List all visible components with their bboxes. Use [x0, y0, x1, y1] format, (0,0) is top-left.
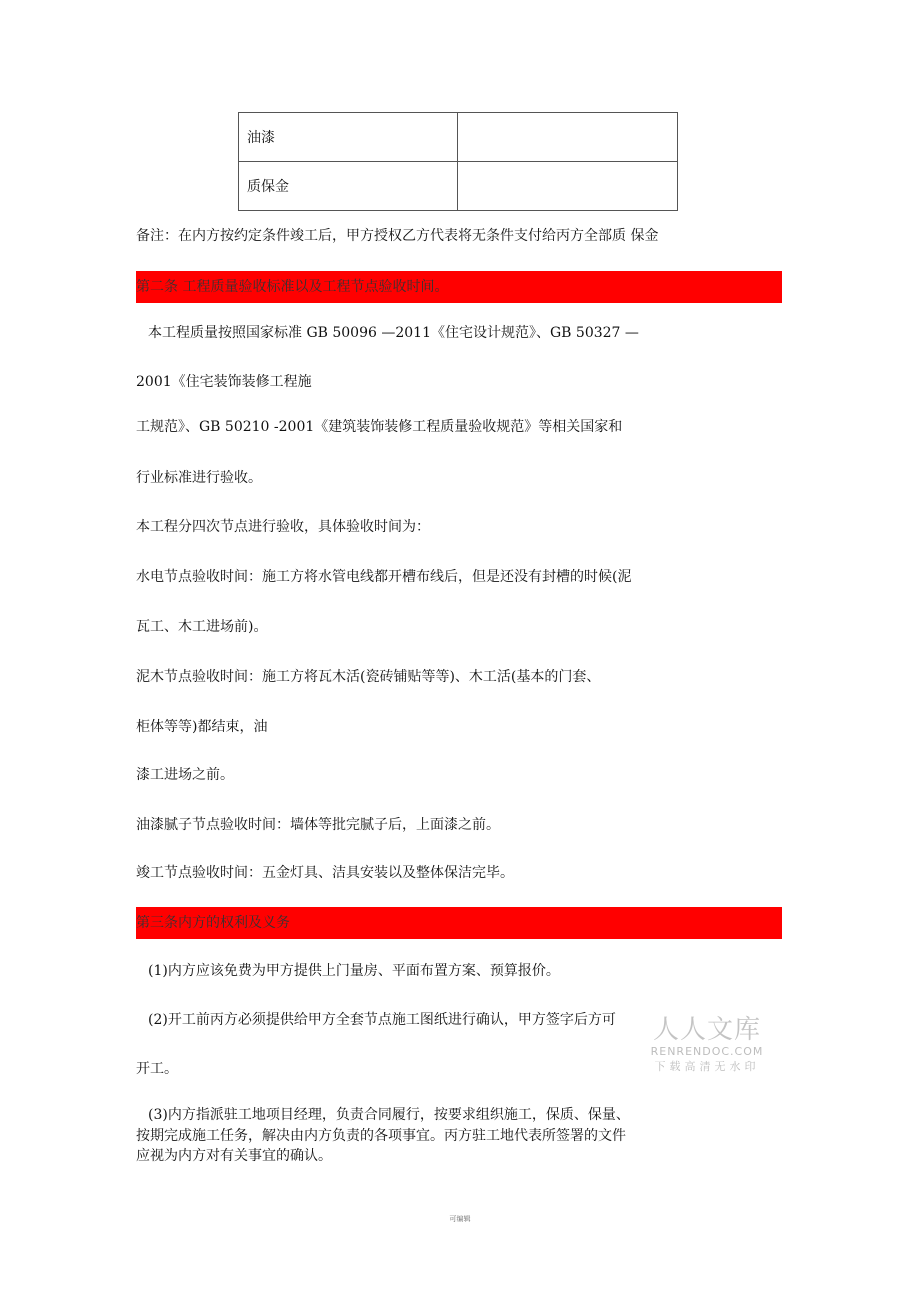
paragraph-line: 开工。 [136, 1061, 178, 1077]
remark-note: 备注：在内方按约定条件竣工后，甲方授权乙方代表将无条件支付给丙方全部质 保金 [136, 228, 659, 244]
watermark-chinese: 人人文库 [652, 1015, 761, 1045]
watermark-domain: RENRENDOC.COM [650, 1045, 764, 1058]
paragraph-line: 柜体等等)都结束，油 [136, 719, 268, 735]
paragraph-line: 行业标准进行验收。 [136, 470, 262, 486]
section-2-heading: 第二条 工程质量验收标准以及工程节点验收时间。 [136, 271, 782, 303]
paragraph-line: 漆工进场之前。 [136, 767, 234, 783]
paragraph-line: (1)内方应该免费为甲方提供上门量房、平面布置方案、预算报价。 [148, 963, 560, 979]
paragraph-line: 本工程质量按照国家标准 GB 50096 —2011《住宅设计规范》、GB 50327 — [148, 325, 639, 341]
page-footer: 可编辑 [449, 1215, 471, 1223]
paragraph-line: 工规范》、GB 50210 -2001《建筑装饰装修工程质量验收规范》等相关国家和 [136, 419, 623, 435]
table-cell-value [458, 162, 678, 211]
paragraph-line: 泥木节点验收时间：施工方将瓦木活(瓷砖铺贴等等)、木工活(基本的门套、 [136, 669, 601, 685]
paragraph-line: 按期完成施工任务，解决由内方负责的各项事宜。丙方驻工地代表所签署的文件 [136, 1128, 626, 1144]
paragraph-line: (2)开工前丙方必须提供给甲方全套节点施工图纸进行确认，甲方签字后方可 [148, 1012, 616, 1028]
watermark [640, 1015, 774, 1075]
paragraph-line: 应视为内方对有关事宜的确认。 [136, 1148, 332, 1164]
table-cell-label: 油漆 [239, 113, 458, 162]
paragraph-line: 2001《住宅装饰装修工程施 [136, 374, 312, 390]
paragraph-line: 竣工节点验收时间：五金灯具、洁具安装以及整体保洁完毕。 [136, 865, 514, 881]
table-row [239, 162, 678, 211]
paragraph-line: (3)内方指派驻工地项目经理，负责合同履行，按要求组织施工，保质、保量、 [148, 1107, 630, 1123]
paragraph-line: 水电节点验收时间：施工方将水管电线都开槽布线后，但是还没有封槽的时候(泥 [136, 569, 632, 585]
table-row [239, 113, 678, 162]
payment-table [238, 112, 678, 211]
section-3-heading: 第三条内方的权利及义务 [136, 907, 782, 939]
table-cell-value [458, 113, 678, 162]
watermark-slogan: 下载高清无水印 [654, 1060, 760, 1073]
paragraph-line: 油漆腻子节点验收时间：墙体等批完腻子后，上面漆之前。 [136, 817, 500, 833]
paragraph-line: 本工程分四次节点进行验收，具体验收时间为： [136, 519, 430, 535]
paragraph-line: 瓦工、木工进场前)。 [136, 619, 268, 635]
table-cell-label: 质保金 [239, 162, 458, 211]
